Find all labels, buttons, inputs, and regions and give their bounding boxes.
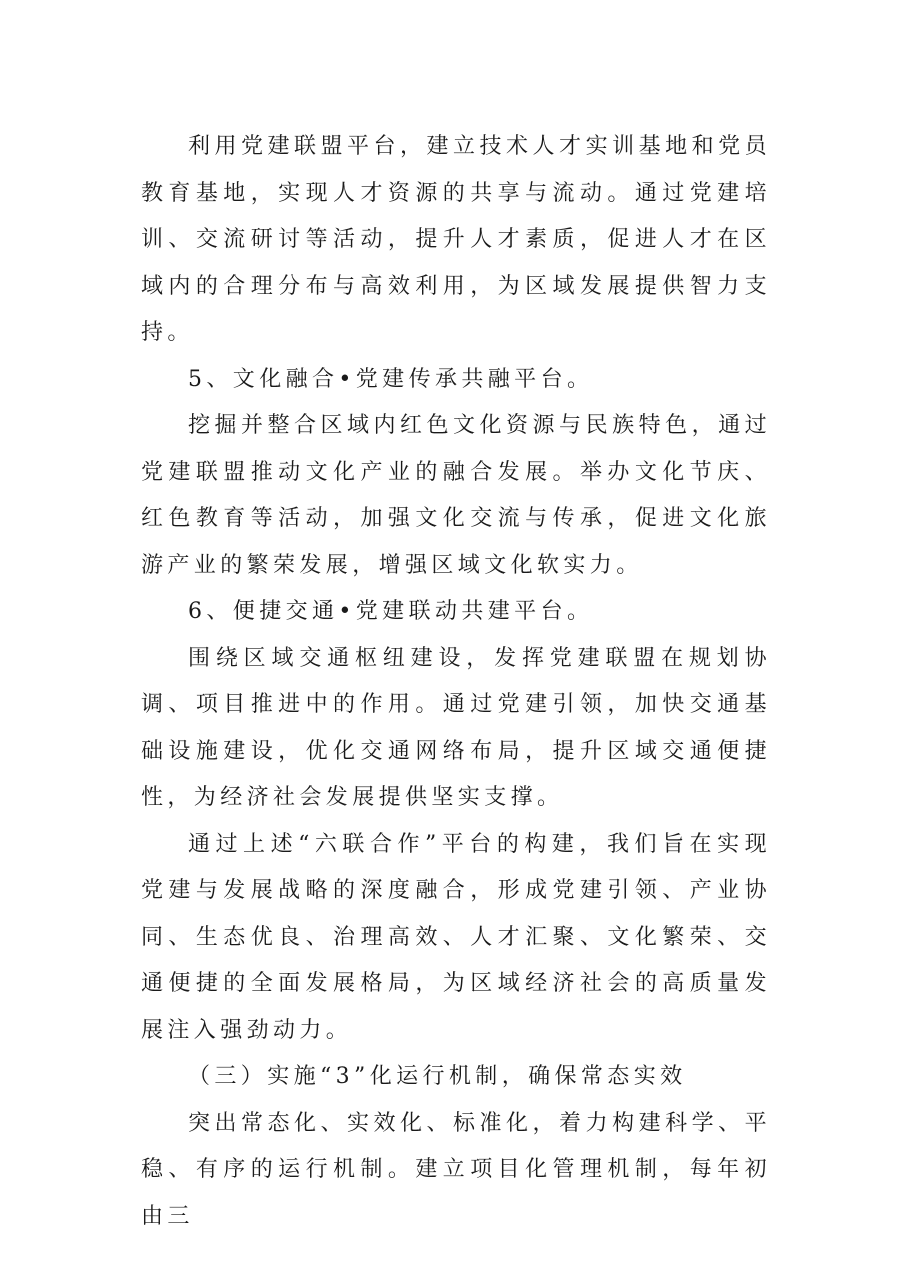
heading-transport-platform: 6、便捷交通•党建联动共建平台。 (188, 599, 594, 624)
document-body (141, 124, 771, 1240)
paragraph-operating-mechanism: 突出常态化、实效化、标准化，着力构建科学、平稳、有序的运行机制。建立项目化管理机制，每年初由三 (141, 1110, 771, 1229)
heading-section-three: （三）实施“3”化运行机制，确保常态实效 (188, 1064, 687, 1089)
paragraph-culture-integration: 挖掘并整合区域内红色文化资源与民族特色，通过党建联盟推动文化产业的融合发展。举办文化节庆、红色教育等活动，加强文化交流与传承，促进文化旅游产业的繁荣发展，增强区域文化软实力。 (141, 413, 771, 578)
heading-culture-platform: 5、文化融合•党建传承共融平台。 (188, 366, 594, 392)
paragraph-six-cooperation-summary: 通过上述“六联合作”平台的构建，我们旨在实现党建与发展战略的深度融合，形成党建引领、产业协同、生态优良、治理高效、人才汇聚、文化繁荣、交通便捷的全面发展格局，为区域经济社会的高质量发展注入强劲动力。 (141, 831, 771, 1043)
paragraph-talent-sharing: 利用党建联盟平台，建立技术人才实训基地和党员教育基地，实现人才资源的共享与流动。通过党建培训、交流研讨等活动，提升人才素质，促进人才在区域内的合理分布与高效利用，为区域发展提供智力支持。 (141, 134, 771, 345)
paragraph-transport-hub: 围绕区域交通枢纽建设，发挥党建联盟在规划协调、项目推进中的作用。通过党建引领，加快交通基础设施建设，优化交通网络布局，提升区域交通便捷性，为经济社会发展提供坚实支撑。 (141, 645, 771, 810)
